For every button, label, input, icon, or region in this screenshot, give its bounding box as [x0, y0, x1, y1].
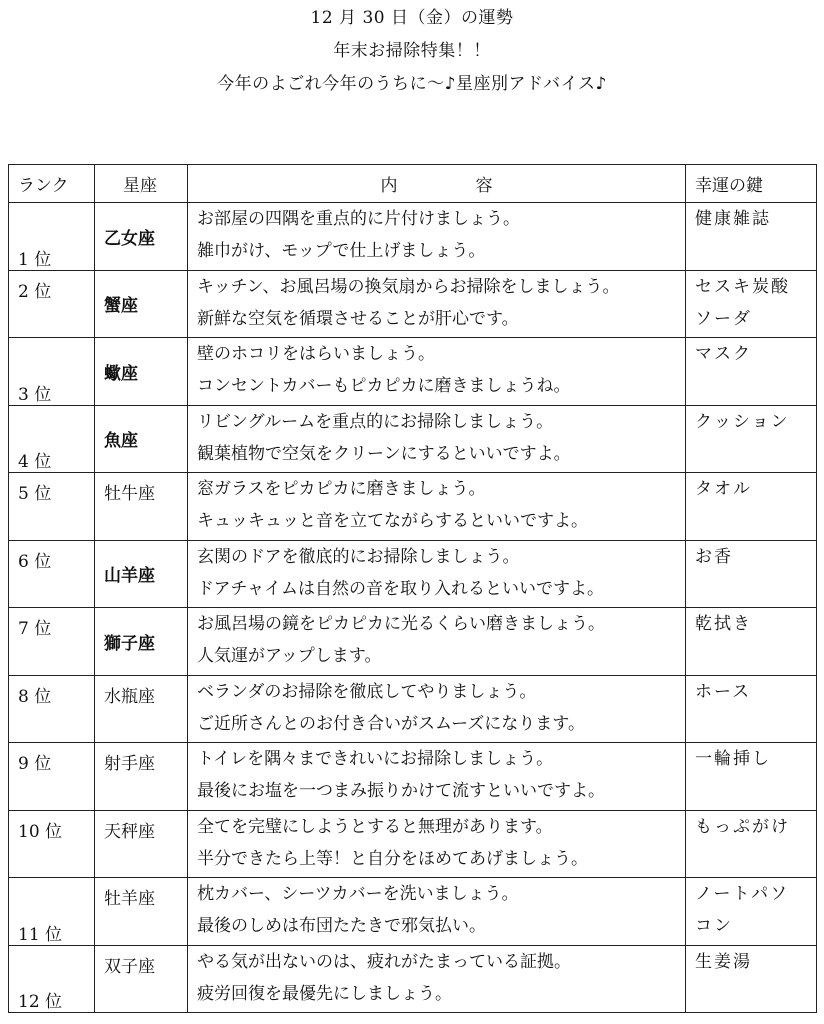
advice-line: ドアチャイムは自然の音を取り入れるといいですよ。 [197, 578, 604, 599]
advice-line: 窓ガラスをピカピカに磨きましょう。 [197, 479, 486, 499]
content-cell [188, 338, 686, 406]
rank-cell: 2 位 [9, 270, 95, 338]
rank-cell: 8 位 [9, 675, 95, 743]
content-cell [188, 270, 686, 338]
advice-line: 人気運がアップします。 [197, 646, 382, 666]
sign-cell [95, 203, 188, 271]
sign-cell [95, 878, 188, 946]
advice-line: やる気が出ないのは、疲れがたまっている証拠。 [197, 951, 571, 972]
date-title: 12 月 30 日（金）の運勢 [310, 8, 514, 28]
sign-name: 牡羊座 [104, 889, 155, 909]
lucky-key: 乾拭き [695, 614, 752, 634]
advice-line: お部屋の四隅を重点的に片付けましょう。 [197, 209, 520, 229]
lucky-key-cont: コン [695, 916, 733, 936]
table-row [9, 270, 817, 338]
content-cell [188, 473, 686, 541]
sign-name: 射手座 [104, 754, 155, 774]
rank-cell: 1 位 [9, 203, 95, 271]
sign-cell [95, 540, 188, 608]
sign-cell [95, 945, 188, 1013]
rank-cell: 12 位 [9, 945, 95, 1013]
table-row [9, 338, 817, 406]
fortune-table [8, 164, 817, 1013]
subtitle: 今年のよごれ今年のうちに～♪星座別アドバイス♪ [217, 74, 607, 94]
sign-cell [95, 338, 188, 406]
lucky-key-cell [686, 878, 817, 946]
lucky-key: 健康雑誌 [695, 209, 771, 229]
rank-cell: 4 位 [9, 405, 95, 473]
advice-line: 全てを完璧にしようとすると無理があります。 [197, 816, 553, 837]
sign-cell [95, 743, 188, 811]
content-cell [188, 878, 686, 946]
table-row [9, 203, 817, 271]
lucky-key: 一輪挿し [695, 749, 771, 769]
lucky-key: もっぷがけ [695, 816, 790, 837]
lucky-key-cell [686, 473, 817, 541]
advice-line: 玄関のドアを徹底的にお掃除しましょう。 [197, 546, 520, 567]
document-header [0, 0, 824, 101]
advice-line: トイレを隅々まできれいにお掃除しましょう。 [197, 749, 554, 769]
table-header-row [9, 165, 817, 203]
sign-name: 牡牛座 [104, 484, 155, 504]
lucky-key-cell [686, 405, 817, 473]
content-cell [188, 540, 686, 608]
table-row [9, 743, 817, 811]
sign-name: 魚座 [104, 431, 138, 452]
sign-cell [95, 405, 188, 473]
advice-line: 枕カバー、シーツカバーを洗いましょう。 [197, 884, 519, 904]
lucky-key: お香 [695, 546, 733, 567]
lucky-key: セスキ炭酸 [695, 276, 790, 297]
advice-line: 新鮮な空気を循環させることが肝心です。 [197, 308, 519, 329]
advice-line: キュッキュッと音を立てながらするといいですよ。 [197, 511, 588, 531]
advice-line: 壁のホコリをはらいましょう。 [197, 344, 435, 364]
advice-line: お風呂場の鏡をピカピカに光るくらい磨きましょう。 [197, 614, 605, 634]
sign-name: 天秤座 [104, 821, 155, 842]
header-rank: ランク [9, 165, 95, 203]
lucky-key-cell [686, 743, 817, 811]
header-content: 内容 [188, 165, 686, 203]
rank-cell: 5 位 [9, 473, 95, 541]
content-cell [188, 945, 686, 1013]
advice-line: コンセントカバーもピカピカに磨きましょうね。 [197, 376, 571, 396]
lucky-key: 生姜湯 [695, 951, 752, 972]
rank-cell: 10 位 [9, 810, 95, 878]
lucky-key: ノートパソ [695, 884, 790, 904]
lucky-key: タオル [695, 479, 752, 499]
advice-line: キッチン、お風呂場の換気扇からお掃除をしましょう。 [197, 276, 620, 297]
content-cell [188, 203, 686, 271]
header-key: 幸運の鍵 [686, 165, 817, 203]
content-cell [188, 675, 686, 743]
sign-cell [95, 608, 188, 676]
sign-name: 蠍座 [104, 363, 138, 384]
sign-cell [95, 473, 188, 541]
lucky-key-cell [686, 338, 817, 406]
advice-line: 疲労回復を最優先にしましょう。 [197, 983, 452, 1004]
lucky-key: ホース [695, 681, 752, 702]
sign-name: 獅子座 [104, 633, 155, 654]
rank-cell: 9 位 [9, 743, 95, 811]
sign-name: 蟹座 [104, 296, 138, 317]
advice-line: 雑巾がけ、モップで仕上げましょう。 [197, 241, 486, 261]
table-row [9, 810, 817, 878]
content-cell [188, 743, 686, 811]
lucky-key: マスク [695, 344, 752, 364]
advice-line: 半分できたら上等！と自分をほめてあげましょう。 [197, 848, 588, 869]
sign-name: 山羊座 [104, 566, 155, 587]
lucky-key-cell [686, 540, 817, 608]
table-row [9, 878, 817, 946]
table-row [9, 608, 817, 676]
advice-line: ベランダのお掃除を徹底してやりましょう。 [197, 681, 537, 702]
lucky-key-cell [686, 608, 817, 676]
lucky-key-cont: ソーダ [695, 308, 752, 329]
table-row [9, 473, 817, 541]
rank-cell: 6 位 [9, 540, 95, 608]
lucky-key: クッション [695, 411, 790, 432]
advice-line: ご近所さんとのお付き合いがスムーズになります。 [197, 713, 585, 734]
advice-line: 最後のしめは布団たたきで邪気払い。 [197, 916, 486, 936]
lucky-key-cell [686, 945, 817, 1013]
sign-name: 水瓶座 [104, 686, 155, 707]
table-row [9, 540, 817, 608]
table-row [9, 675, 817, 743]
table-row [9, 405, 817, 473]
header-sign: 星座 [95, 165, 188, 203]
advice-line: 観葉植物で空気をクリーンにするといいですよ。 [197, 443, 571, 464]
content-cell [188, 405, 686, 473]
lucky-key-cell [686, 675, 817, 743]
rank-cell: 3 位 [9, 338, 95, 406]
sign-cell [95, 270, 188, 338]
lucky-key-cell [686, 810, 817, 878]
lucky-key-cell [686, 203, 817, 271]
sign-cell [95, 675, 188, 743]
lucky-key-cell [686, 270, 817, 338]
sign-name: 双子座 [104, 956, 155, 977]
sign-cell [95, 810, 188, 878]
rank-cell: 7 位 [9, 608, 95, 676]
table-row [9, 945, 817, 1013]
content-cell [188, 608, 686, 676]
advice-line: 最後にお塩を一つまみ振りかけて流すといいですよ。 [197, 781, 605, 801]
feature-title: 年末お掃除特集！！ [333, 41, 491, 61]
rank-cell: 11 位 [9, 878, 95, 946]
sign-name: 乙女座 [104, 228, 155, 249]
content-cell [188, 810, 686, 878]
advice-line: リビングルームを重点的にお掃除しましょう。 [197, 411, 554, 432]
